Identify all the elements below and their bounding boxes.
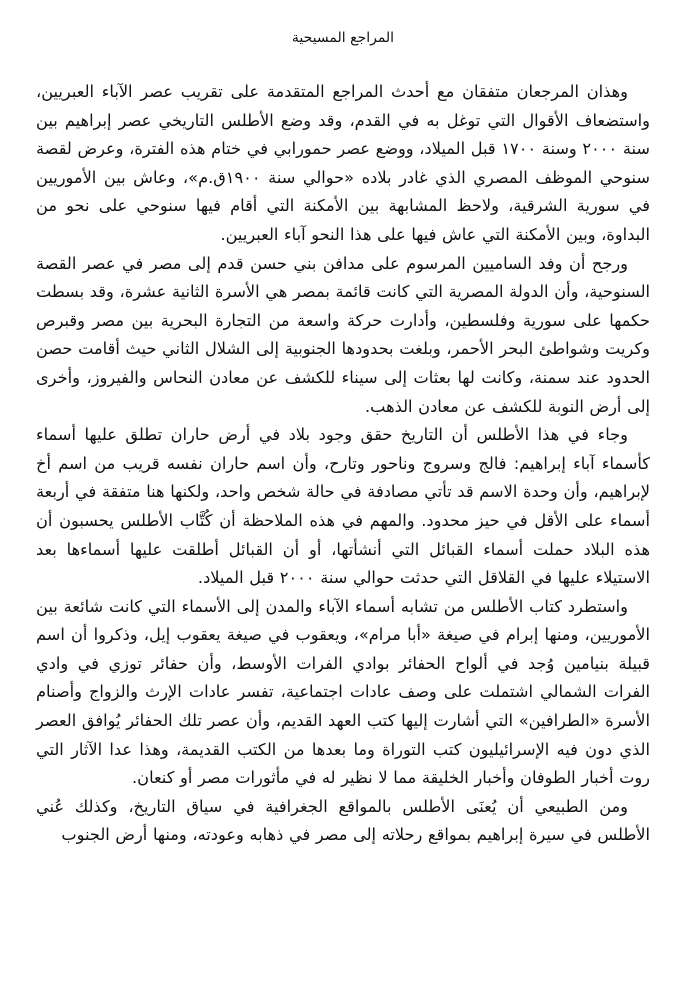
paragraph: واستطرد كتاب الأطلس من تشابه أسماء الآباء والمدن إلى الأسماء التي كانت شائعة بين الأموريين، ومنها إبرام في صيغة «أبا مرام»، ويعقوب في صيغة يعقوب إيل، وذكروا أن اسم قبيلة بنيامين وُجد في ألواح الحفائر بوادي الفرات الأوسط، وأن حفائر توزي في وادي الفرات الشمالي اشتملت على وصف عادات اجتماعية، تفسر عادات الإرث والزواج وأصنام الأسرة «الطرافين» التي أشارت إليها كتب العهد القديم، وأن عصر تلك الحفائر يُوافق العصر الذي دون فيه الإسرائيليون كتب التوراة وما بعدها من الكتب القديمة، وهذا عدا الآثار التي روت أخبار الطوفان وأخبار الخليقة مما لا نظير له في مأثورات مصر أو كنعان. — [36, 596, 650, 788]
body-text — [36, 78, 650, 850]
paragraph: وجاء في هذا الأطلس أن التاريخ حقق وجود بلاد في أرض حاران تطلق عليها أسماء كأسماء آباء إبراهيم: فالج وسروج وناحور وتارح، وأن اسم حاران نفسه قريب من اسم أخ لإبراهيم، وأن وحدة الاسم قد تأتي مصادفة في حالة شخص واحد، ولكنها هنا متفقة في أربعة أسماء على الأقل في حيز محدود. والمهم في هذه الملاحظة أن كُتَّاب الأطلس يحسبون أن هذه البلاد حملت أسماء القبائل التي أنشأتها، أو أن القبائل أطلقت عليها أسماءها بعد الاستيلاء عليها في القلاقل التي حدثت حوالي سنة ٢٠٠٠ قبل الميلاد. — [36, 425, 650, 588]
paragraph: ورجح أن وفد الساميين المرسوم على مدافن بني حسن قدم إلى مصر في عصر القصة السنوحية، وأن الدولة المصرية التي كانت قائمة بمصر هي الأسرة الثانية عشرة، وقد بسطت حكمها على سورية وفلسطين، وأدارت حركة واسعة من التجارة البحرية بين مصر وقبرص وكريت وشواطئ البحر الأحمر، وبلغت بحدودها الجنوبية إلى الشلال الثاني حيث أقامت حصن الحدود عند سمنة، وكانت لها بعثات إلى سيناء للكشف عن معادن النحاس والفيروز، وأخرى إلى أرض النوبة للكشف عن معادن الذهب. — [36, 253, 650, 416]
book-page — [36, 28, 650, 993]
paragraph: ومن الطبيعي أن يُعنَى الأطلس بالمواقع الجغرافية في سياق التاريخ، وكذلك عُني الأطلس في سيرة إبراهيم بمواقع رحلاته إلى مصر في ذهابه وعودته، ومنها أرض الجنوب — [36, 796, 650, 845]
running-header: المراجع المسيحية — [291, 30, 395, 46]
paragraph: وهذان المرجعان متفقان مع أحدث المراجع المتقدمة على تقريب عصر الآباء العبريين، واستضعاف الأقوال التي توغل به في القدم، وقد وضع الأطلس التاريخي عصر إبراهيم بين سنة ٢٠٠٠ وسنة ١٧٠٠ قبل الميلاد، ووضع عصر حمورابي في ختام هذه الفترة، وعرض لقصة سنوحي الموظف المصري الذي غادر بلاده «حوالي سنة ١٩٠٠ق.م»، وعاش بين الأموريين في سورية الشرقية، ولاحظ المشابهة بين الأمكنة التي أقام فيها سنوحي على نحو من البداوة، وبين الأمكنة التي عاش فيها على هذا النحو آباء العبريين. — [36, 82, 650, 244]
